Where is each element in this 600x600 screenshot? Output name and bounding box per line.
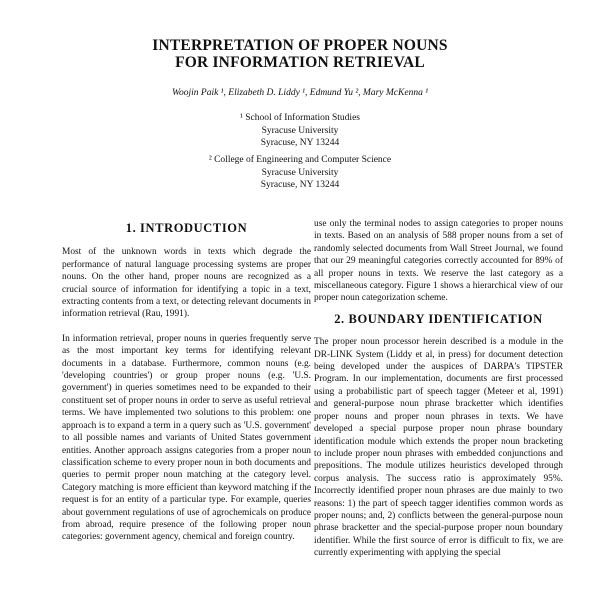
title-line-2: FOR INFORMATION RETRIEVAL — [175, 54, 425, 71]
affiliation-1-line: Syracuse, NY 13244 — [260, 138, 340, 148]
author-list: Woojin Paik ¹, Elizabeth D. Liddy ¹, Edmund Yu ², Mary McKenna ¹ — [171, 88, 429, 98]
affiliation-2-line: Syracuse, NY 13244 — [260, 180, 340, 190]
affiliation-1 — [0, 112, 600, 150]
affiliation-2-line: ² College of Engineering and Computer Science — [208, 155, 392, 165]
boundary-paragraph: The proper noun processor herein described is a module in the DR-LINK System (Liddy et al, in press) for document detection being developed under the auspices of DARPA's TIPSTER Program. In our implementation, documents are first processed using a probabilistic part of speech tagger (Meteer et al, 1991) and general-purpose noun phrase bracketter which identifies proper nouns and proper noun phrases in texts. We have developed a special purpose proper noun phrase boundary identification module which extends the proper noun bracketing to include proper noun phrases with embedded conjunctions and prepositions. The module utilizes heuristics developed through corpus analysis. The success ratio is approximately 95%. Incorrectly identified proper noun phrases are due mainly to two reasons: 1) the part of speech tagger identifies common words as proper nouns; and, 2) conflicts between the general-purpose noun phrase bracketter and the special-purpose proper noun boundary identifier. While the first source of error is difficult to fix, we are currently experimenting with applying the special — [314, 337, 563, 559]
left-column — [62, 218, 311, 544]
affiliation-1-line: ¹ School of Information Studies — [239, 113, 360, 123]
section-heading-introduction: 1. INTRODUCTION — [125, 221, 248, 235]
intro-paragraph-2: In information retrieval, proper nouns in queries frequently serve as the most important key terms for identifying relevant documents in a database. Furthermore, common nouns (e.g. 'developing countries') or group proper nouns (e.g. 'U.S. government') in queries sometimes need to be expanded to their constituent set of proper nouns in order to serve as useful retrieval terms. We have implemented two solutions to this problem: one approach is to expand a term in a query such as 'U.S. government' to all possible names and variants of United States government entities. Another approach assigns categories from a proper noun classification scheme to every proper noun in both documents and queries to permit proper noun matching at the category level. Category matching is more efficient than keyword matching if the request is for an entity of a particular type. For example, queries about government regulations of use of agrochemicals on produce from abroad, require presence of the following proper noun categories: government agency, chemical and foreign country. — [62, 333, 311, 543]
affiliation-1-line: Syracuse University — [261, 125, 339, 136]
right-column — [314, 218, 563, 560]
paper-title — [0, 37, 600, 71]
affiliation-2 — [0, 154, 600, 192]
intro-paragraph-1: Most of the unknown words in texts which degrade the performance of natural language processing systems are proper nouns. On the other hand, proper nouns are recognized as a crucial source of information for identifying a topic in a text, extracting contents from a text, or detecting relevant documents in information retrieval (Rau, 1991). — [62, 247, 311, 320]
affiliation-2-line: Syracuse University — [261, 167, 339, 178]
section-heading-boundary-identification: 2. BOUNDARY IDENTIFICATION — [334, 311, 543, 326]
intro-continuation-paragraph: use only the terminal nodes to assign categories to proper nouns in texts. Based on an analysis of 588 proper nouns from a set of randomly selected documents from Wall Street Journal, we found that our 29 meaningful categories correctly accounted for 89% of all proper nouns in texts. We reserve the last category as a miscellaneous category. Figure 1 shows a hierarchical view of our proper noun categorization scheme. — [314, 219, 563, 304]
title-line-1: INTERPRETATION OF PROPER NOUNS — [152, 37, 448, 54]
